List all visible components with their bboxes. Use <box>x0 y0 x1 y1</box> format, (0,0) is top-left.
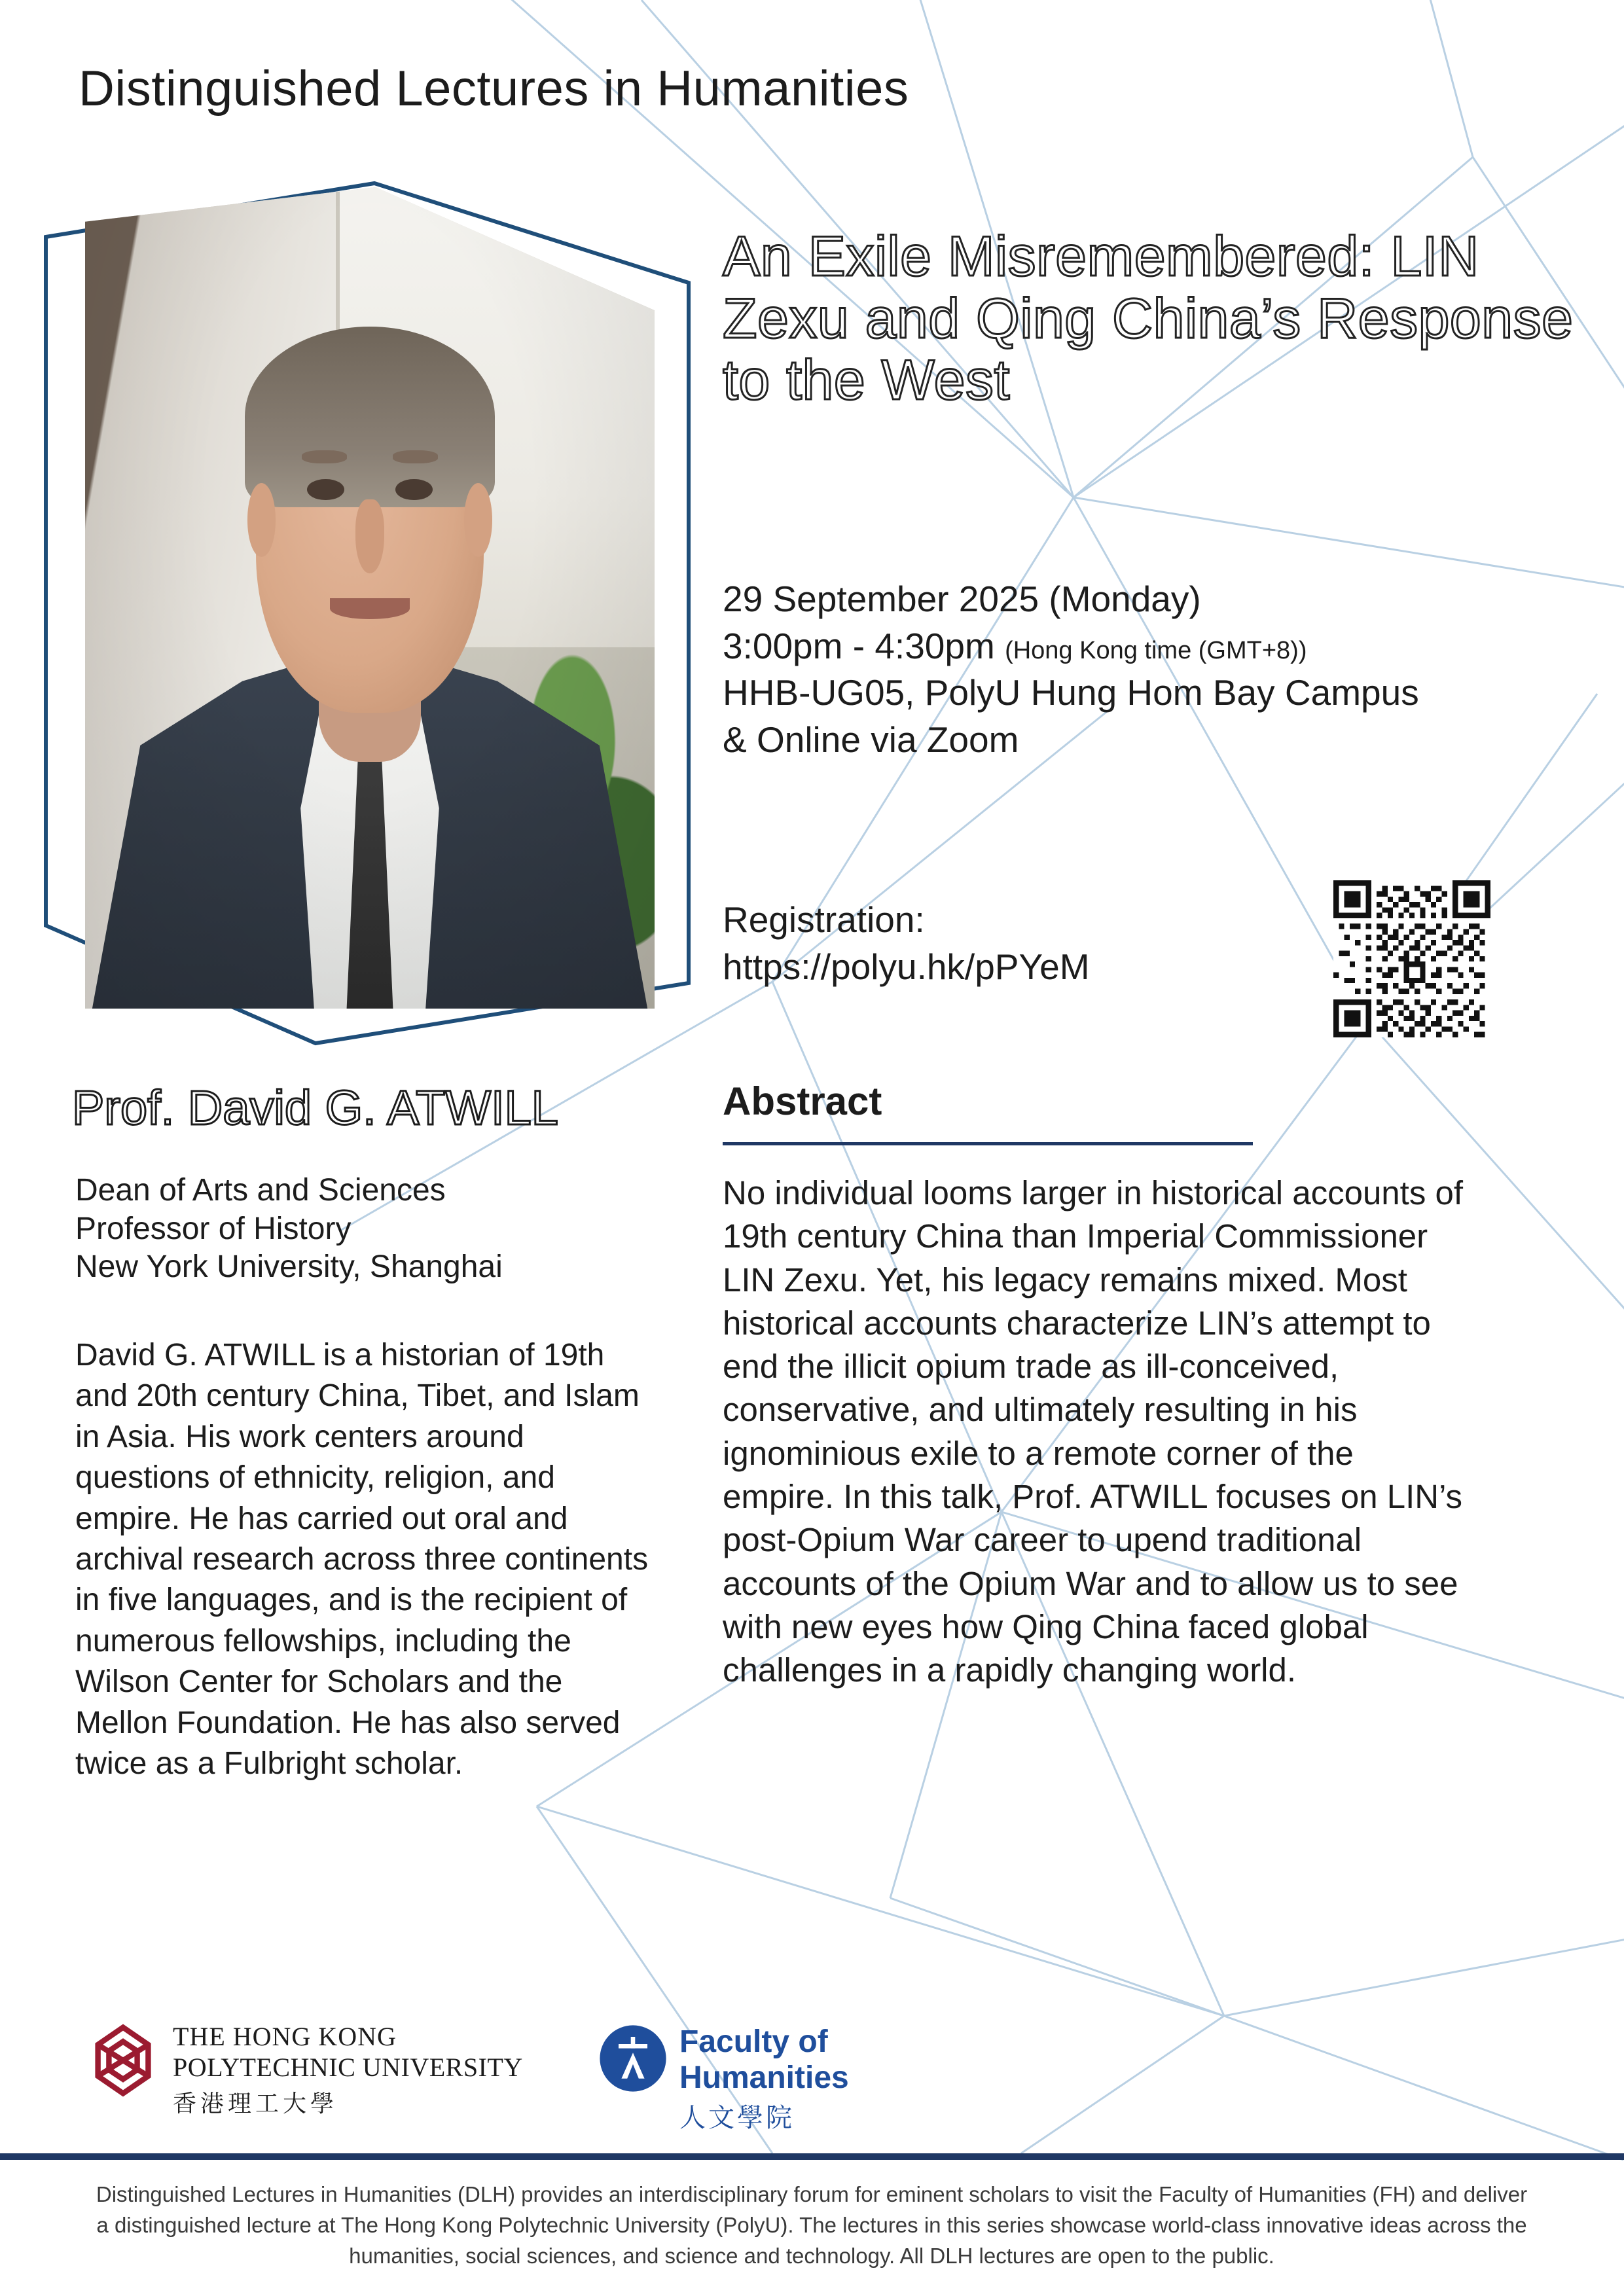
portrait-photo <box>85 187 655 1009</box>
polyu-logo-text <box>173 2021 526 2119</box>
lecture-mode: & Online via Zoom <box>723 719 1019 760</box>
abstract-body: No individual looms larger in historical accounts of 19th century China than Imperial Commissioner LIN Zexu. Yet, his legacy remains mixed. Most historical accounts characterize LIN’s attempt to end the illicit opium trade as ill-conceived, conservative, and ultimately resulting in his ignominious exile to a remote corner of the empire. In this talk, Prof. ATWILL focuses on LIN’s post-Opium War career to upend traditional accounts of the Opium War and to allow us to see with new eyes how Qing China faced global challenges in a rapidly changing world. <box>723 1174 1464 1689</box>
speaker-affiliation <box>75 1172 664 1287</box>
lecture-date: 29 September 2025 (Monday) <box>723 579 1201 619</box>
faculty-logo-text <box>679 2024 1003 2134</box>
faculty-of-humanities-logo <box>597 2022 1003 2132</box>
lecture-venue: HHB-UG05, PolyU Hung Hom Bay Campus <box>723 672 1419 713</box>
abstract-divider <box>723 1142 1253 1145</box>
lecture-title: An Exile Misremembered: LIN Zexu and Qing China’s Response to the West <box>723 225 1574 412</box>
lecture-details <box>723 576 1574 763</box>
registration-label: Registration: <box>723 899 925 940</box>
polyu-logo-line3: 香港理工大學 <box>173 2090 338 2117</box>
series-title: Distinguished Lectures in Humanities <box>79 61 909 117</box>
registration-block <box>723 897 1377 990</box>
registration-link[interactable]: https://polyu.hk/pPYeM <box>723 946 1090 987</box>
qr-code-icon[interactable] <box>1333 880 1490 1037</box>
footer-description: Distinguished Lectures in Humanities (DLH) provides an interdisciplinary forum for eminent scholars to visit the Faculty of Humanities (FH) and deliver a distinguished lecture at The Hong Kong Polytechnic University (PolyU). The lectures in this series showcase world-class innovative ideas across the humanities, social sciences, and science and technology. All DLH lectures are open to the public. <box>96 2182 1528 2268</box>
speaker-name: Prof. David G. ATWILL <box>72 1081 558 1135</box>
polyu-emblem-icon <box>84 2021 162 2100</box>
lecture-time: 3:00pm - 4:30pm <box>723 625 995 666</box>
footer-divider <box>0 2153 1624 2160</box>
abstract-heading: Abstract <box>723 1079 882 1123</box>
speaker-affiliation-line: Dean of Arts and Sciences <box>75 1173 446 1208</box>
polyu-logo-line2: POLYTECHNIC UNIVERSITY <box>173 2053 523 2082</box>
speaker-bio: David G. ATWILL is a historian of 19th and 20th century China, Tibet, and Islam in Asia. His work centers around questions of ethnicity, religion, and empire. He has carried out oral and archival research across three continents in five languages, and is the recipient of numerous fellowships, including the Wilson Center for Scholars and the Mellon Foundation. He has also served twice as a Fulbright scholar. <box>75 1338 649 1781</box>
speaker-portrait <box>34 178 695 1049</box>
faculty-logo-line1: Faculty of Humanities <box>679 2024 849 2095</box>
polyu-logo-line1: THE HONG KONG <box>173 2022 397 2051</box>
faculty-of-humanities-icon <box>597 2022 669 2094</box>
lecture-time-row <box>723 623 1574 670</box>
lecture-timezone-note: (Hong Kong time (GMT+8)) <box>1005 636 1307 664</box>
speaker-affiliation-line: New York University, Shanghai <box>75 1249 503 1285</box>
speaker-affiliation-line: Professor of History <box>75 1211 352 1246</box>
faculty-logo-line2: 人文學院 <box>679 2104 795 2132</box>
polyu-logo <box>84 2017 529 2117</box>
